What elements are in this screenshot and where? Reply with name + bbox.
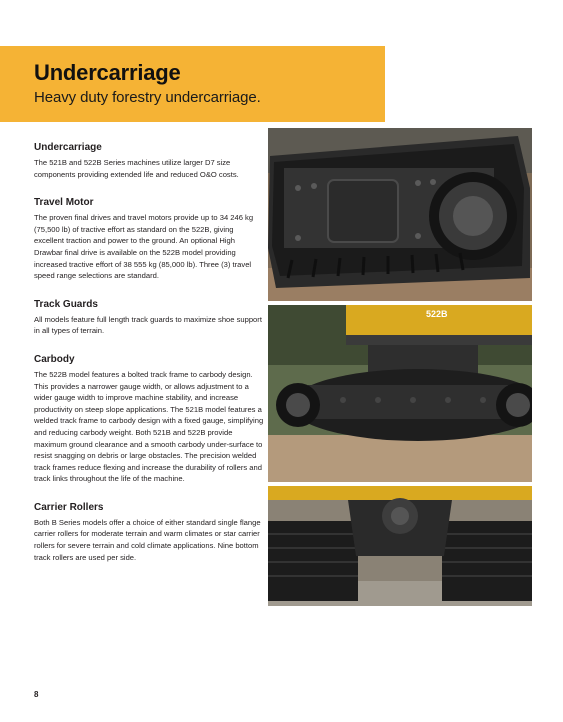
machine-side-image bbox=[268, 305, 532, 482]
section-body: All models feature full length track guards to maximize shoe support in all types of terrain. bbox=[34, 314, 262, 336]
page-number: 8 bbox=[34, 690, 39, 699]
section-body: The proven final drives and travel motors provide up to 34 246 kg (75,500 lb) of tractive effort as standard on the 522B, giving excellent traction and power to the ground. An optional High Drawbar final drive is available on the 522B model providing increased tractive effort of 38 555 kg (85,000 lb). Three (3) travel speed range selections are standard. bbox=[34, 213, 254, 281]
section-heading: Carbody bbox=[34, 353, 75, 365]
machine-model-decal: 522B bbox=[426, 309, 448, 319]
section-track-guards bbox=[34, 299, 264, 337]
section-heading: Undercarriage bbox=[34, 142, 102, 153]
tracks-front-image bbox=[268, 486, 532, 606]
text-column bbox=[34, 142, 264, 580]
section-body: The 522B model features a bolted track frame to carbody design. This provides a narrower gauge width, or allows adjustment to a wider gauge width to improve machine stability, and increase productivity on steep slope applications. The 521B model features a welded track frame to carbody design with a fixed gauge, simplifying and reducing carbody weight. Both 521B and 522B provide maximum ground clearance and a smooth carbody under-surface to resist snagging on debris or large obstacles. The precision welded track frames reduce flexing and increase the durability of rollers and track links throughout the life of the machine. bbox=[34, 369, 264, 484]
track-closeup-image bbox=[268, 128, 532, 301]
section-travel-motor bbox=[34, 197, 264, 282]
title-banner bbox=[0, 46, 385, 122]
section-body: Both B Series models offer a choice of either standard single flange carrier rollers for moderate terrain and warm climates or star carrier rollers for severe terrain and cold climate applications. Nine bottom track rollers are used per side. bbox=[34, 517, 261, 562]
section-heading: Carrier Rollers bbox=[34, 501, 104, 513]
section-undercarriage bbox=[34, 142, 264, 180]
section-carrier-rollers bbox=[34, 502, 264, 563]
photo-track-closeup bbox=[268, 128, 532, 301]
page-subtitle: Heavy duty forestry undercarriage. bbox=[34, 89, 261, 106]
section-carbody bbox=[34, 354, 264, 485]
photo-machine-side bbox=[268, 305, 532, 482]
section-heading: Travel Motor bbox=[34, 197, 94, 209]
photo-tracks-front bbox=[268, 486, 532, 606]
page-title: Undercarriage bbox=[34, 60, 181, 85]
section-body: The 521B and 522B Series machines utilize larger D7 size components providing extended life and reduced O&O costs. bbox=[34, 158, 239, 179]
section-heading: Track Guards bbox=[34, 298, 98, 310]
